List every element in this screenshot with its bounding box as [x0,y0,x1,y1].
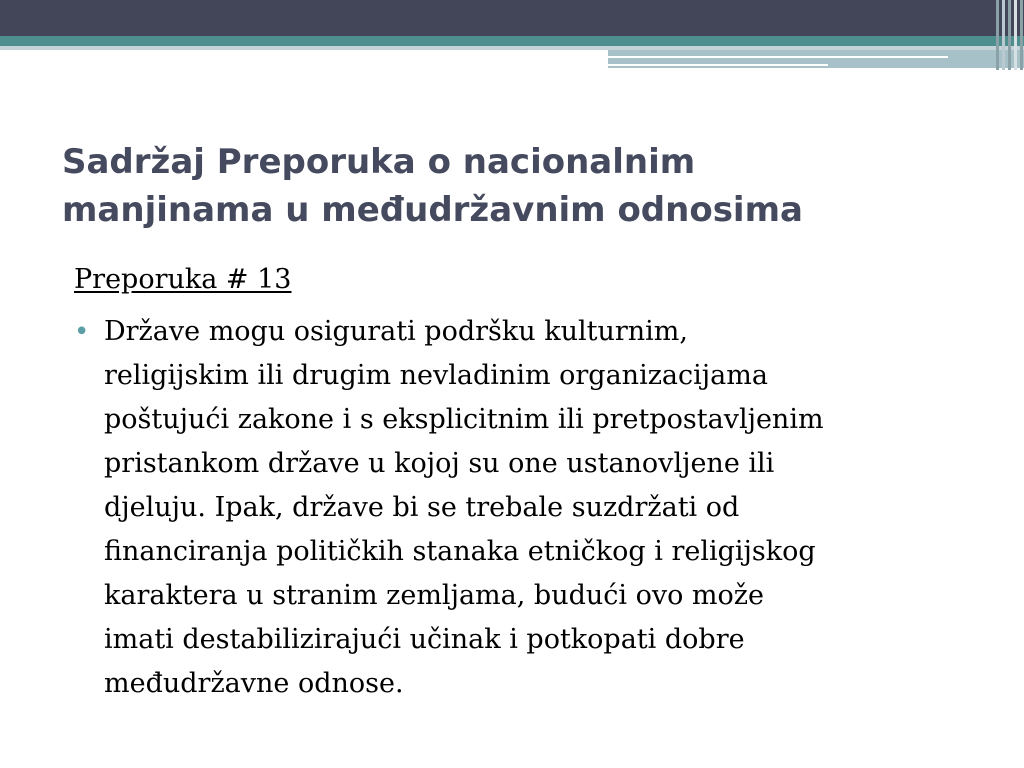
bullet-text-line: karaktera u stranim zemljama, budući ovo može [104,580,764,611]
bullet-text-line: Države mogu osigurati podršku kulturnim, [104,316,688,347]
bullet-list [74,310,974,706]
bullet-text-line: imati destabilizirajući učinak i potkopati dobre [104,624,745,655]
bullet-text-line: religijskim ili drugim nevladinim organizacijama [104,360,768,391]
slide-title-line: Sadržaj Preporuka o nacionalnim [62,142,696,182]
header-decorative-bars [994,0,1024,70]
bullet-text-line: pristankom države u kojoj su one ustanovljene ili [104,448,775,479]
bullet-text-line: poštujući zakone i s eksplicitnim ili pretpostavljenim [104,404,824,435]
decorative-bar [1014,0,1017,70]
header-accent-line [608,56,948,58]
header-band-dark [0,0,1024,36]
header-accent-line [608,64,828,66]
recommendation-heading: Preporuka # 13 [74,264,292,295]
bullet-text-line: financiranja političkih stanaka etničkog i religijskog [104,536,816,567]
bullet-marker-icon: • [74,317,90,347]
bullet-text-line: međudržavne odnose. [104,668,404,699]
decorative-bar [1008,0,1011,70]
bullet-item [74,310,974,706]
bullet-text-line: djeluju. Ipak, države bi se trebale suzdržati od [104,492,740,523]
bullet-text [104,310,974,706]
decorative-bar [1002,0,1005,70]
decorative-bar [996,0,999,70]
decorative-bar [1020,0,1023,70]
slide-title-line: manjinama u međudržavnim odnosima [62,190,803,230]
slide-title [62,138,962,234]
header-band-teal [0,36,1024,46]
